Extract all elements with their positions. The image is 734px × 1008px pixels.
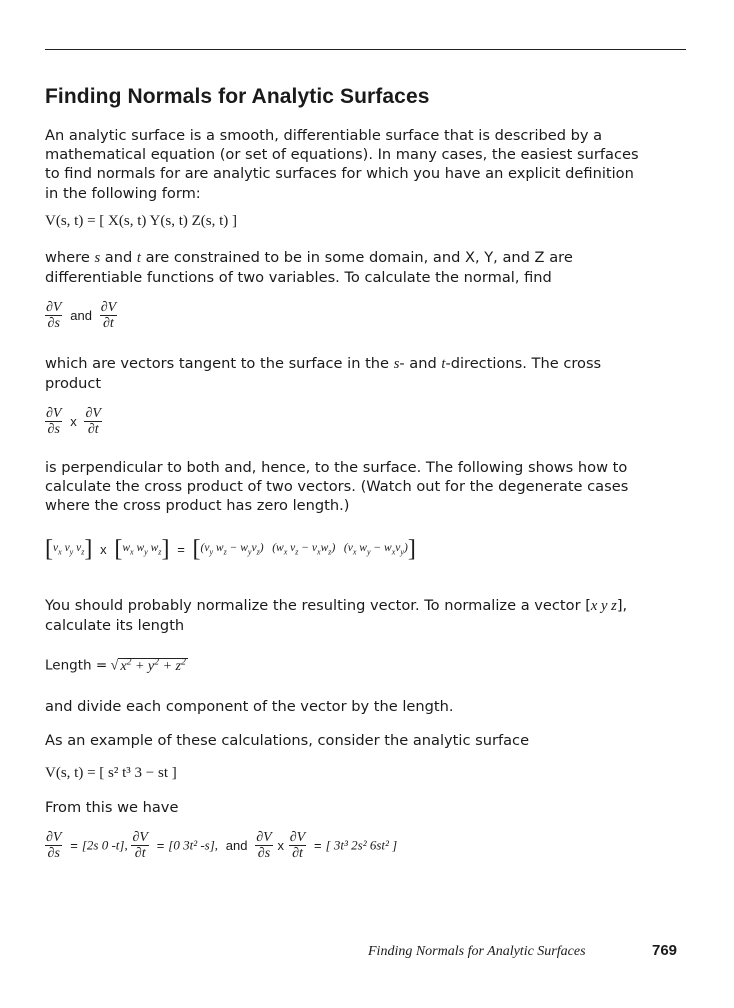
partial-v-partial-s: $\frac{\partial V}{\partial s}$ [46, 300, 62, 331]
paragraph-tangent: which are vectors tangent to the surface in the s- and t-directions. The cross product [45, 355, 602, 393]
partial-v-partial-t: $\frac{\partial V}{\partial t}$ [100, 300, 117, 331]
page-number: 769 [652, 942, 678, 959]
section-heading: Finding Normals for Analytic Surfaces [45, 85, 430, 108]
paragraph-from-this: From this we have [45, 799, 179, 816]
running-footer-title: Finding Normals for Analytic Surfaces [368, 944, 586, 959]
equation-cross-product: [$v_x$ $v_y$ $v_z$] x [$w_x$ $w_y$ $w_z] = [(v_y$ $w_z - w_yv_z$) ($w_x$ $v_z - v_xw_z$) ($v_x$ $w_y - w_xv_y$)] [45, 536, 416, 562]
equation-example-surface: V(s, t) = [ s² t³ 3 − st ] [45, 765, 177, 781]
paragraph-constraints: where s and t are constrained to be in some domain, and X, Y, and Z are differentiable functions of two variables. To calculate the normal, find [45, 249, 573, 287]
and-word: and [70, 308, 92, 323]
equation-example-results: $\frac{\partial V}{\partial s}$ = [2s 0 -t], $\frac{\partial V}{\partial t}$ = [0 3t² -s], and $\frac{\partial V}{\partial s}$ x $\frac{\partial V}{\partial t}$ = [ 3t³ 2s² 6st² ] [46, 830, 398, 861]
top-rule [45, 49, 686, 50]
equation-length: Length = √ $x^2 + y^2 + z^2$ [45, 656, 186, 674]
paragraph-perpendicular: is perpendicular to both and, hence, to the surface. The following shows how to calculate the cross product of two vectors. (Watch out for the degenerate cases where the cross product has zero length.) [45, 459, 629, 515]
equation-v-definition: V(s, t) = [ X(s, t) Y(s, t) Z(s, t) ] [45, 213, 238, 229]
paragraph-intro: An analytic surface is a smooth, differentiable surface that is described by a mathematical equation (or set of equations). In many cases, the easiest surfaces to find normals for are analytic surfaces for which you have an explicit definition in the following form: [45, 127, 639, 202]
paragraph-normalize: You should probably normalize the resulting vector. To normalize a vector [x y z], calculate its length [45, 597, 628, 635]
equation-cross-partials: $\frac{\partial V}{\partial s}$ x $\frac{\partial V}{\partial t}$ [46, 406, 101, 437]
paragraph-divide: and divide each component of the vector by the length. [45, 698, 454, 715]
paragraph-example-intro: As an example of these calculations, consider the analytic surface [45, 732, 530, 749]
equation-partials [45, 300, 117, 331]
